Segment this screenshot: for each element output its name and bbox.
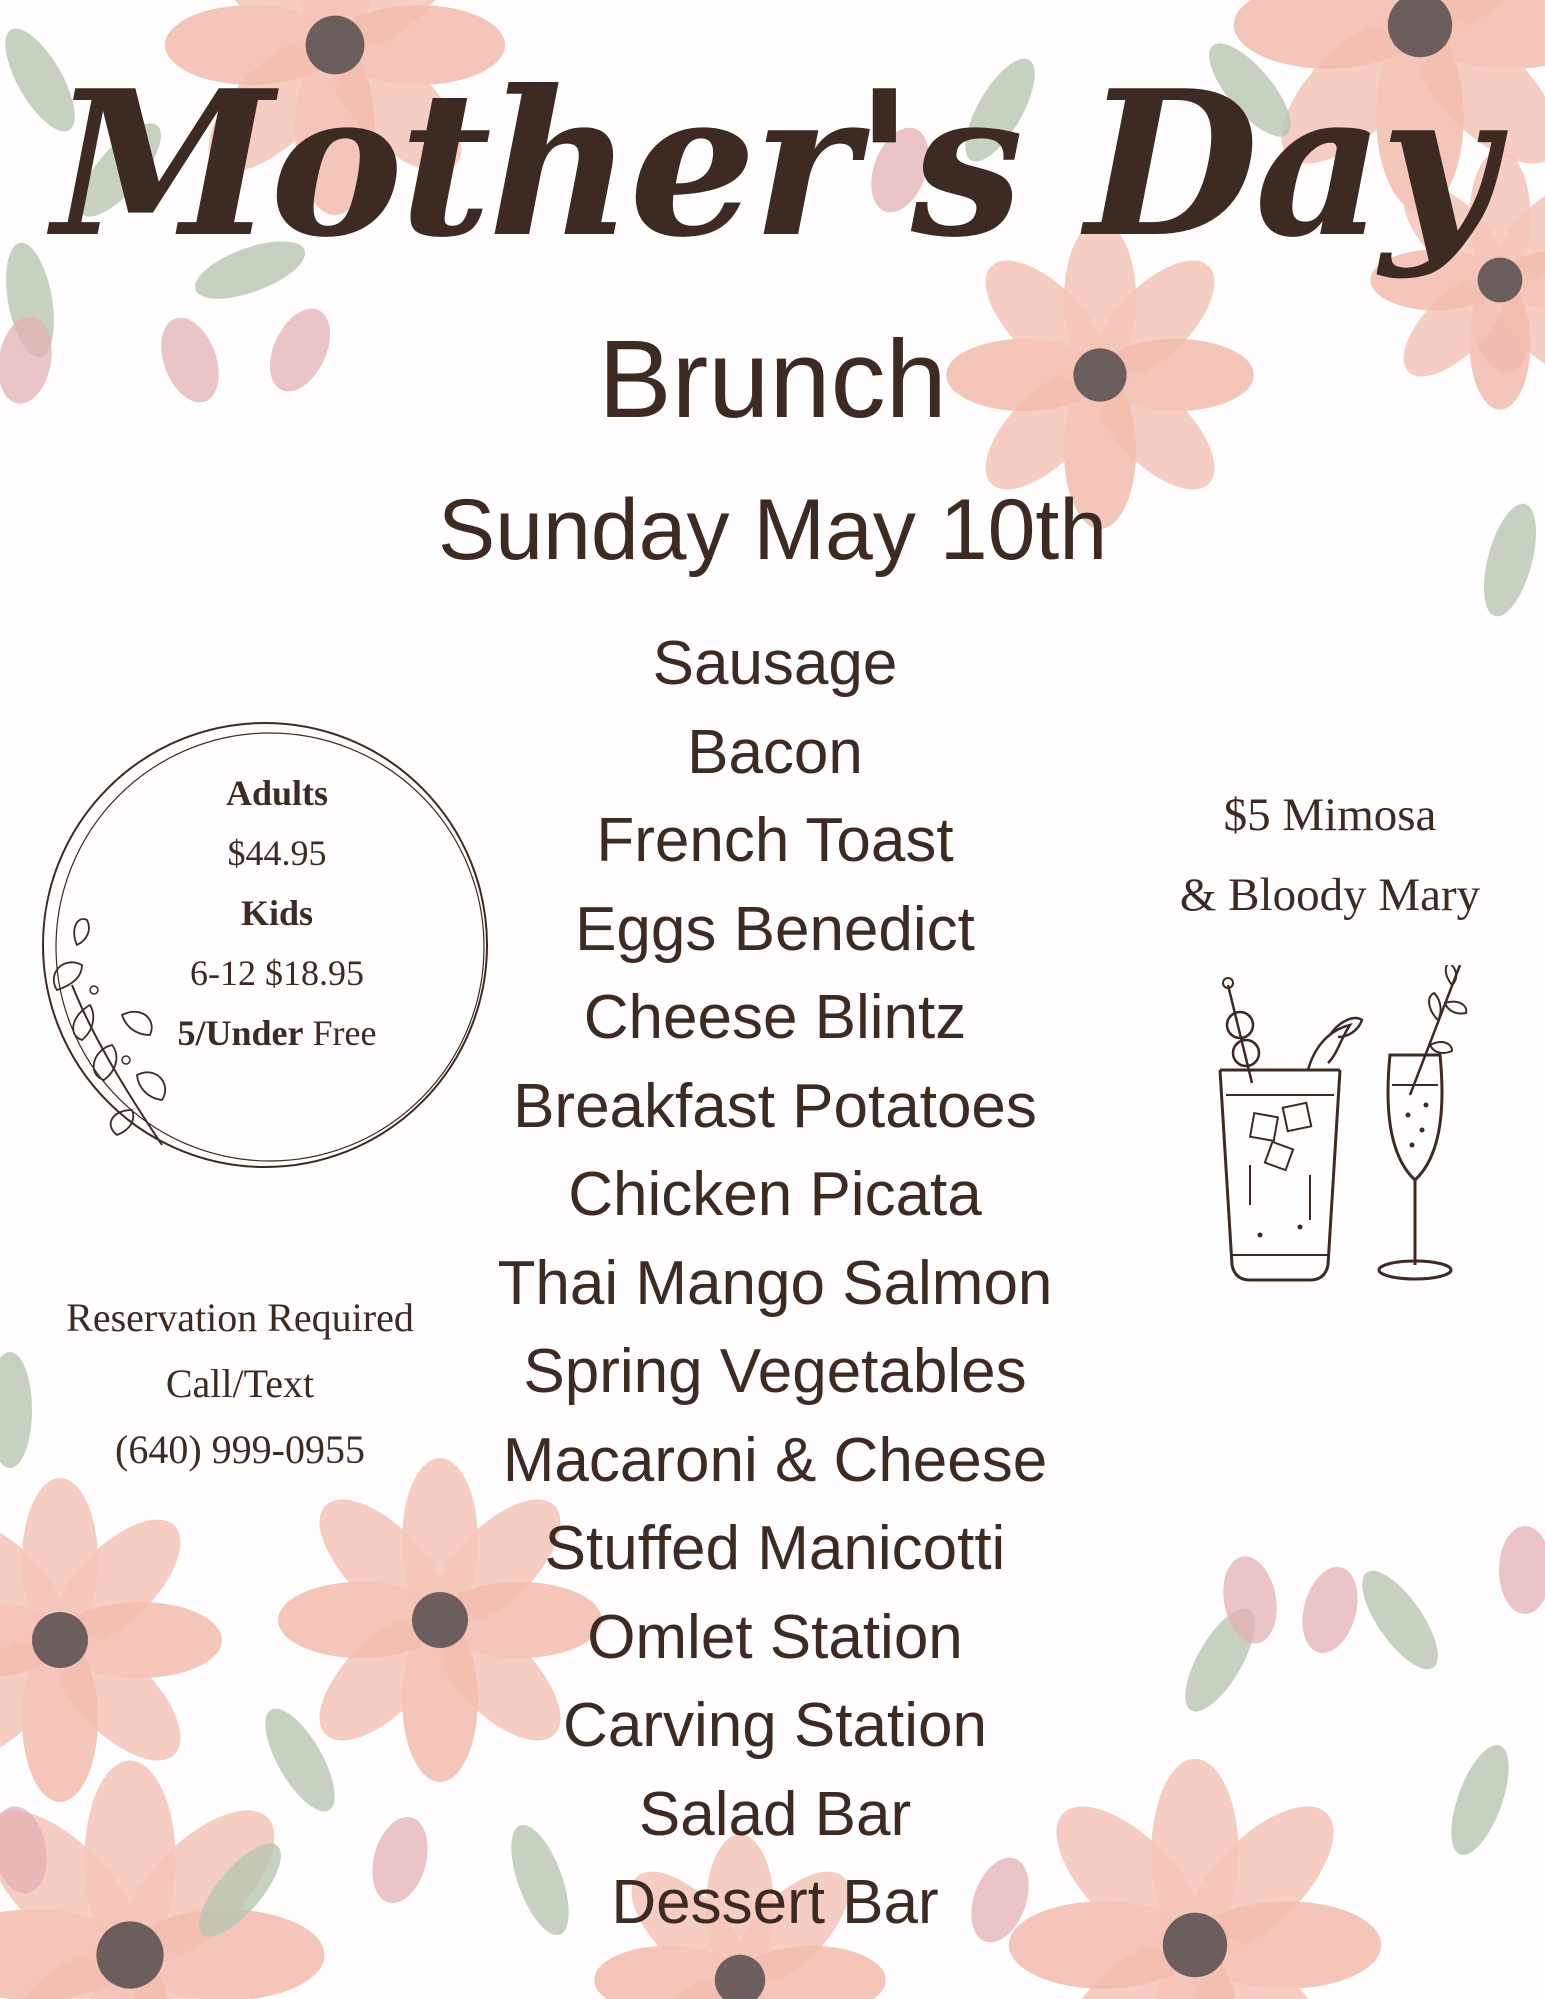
pricing-circle — [32, 715, 502, 1185]
adults-price: $44.95 — [227, 833, 327, 873]
menu-item: Bacon — [687, 717, 863, 787]
menu-list — [455, 620, 1095, 1948]
page-subtitle: Brunch — [598, 318, 947, 441]
menu-item: Spring Vegetables — [523, 1337, 1027, 1406]
call-text-label: Call/Text — [165, 1361, 315, 1406]
menu-item: Cheese Blintz — [583, 983, 967, 1052]
kids-label: Kids — [240, 893, 314, 933]
adults-label: Adults — [225, 773, 329, 813]
menu-item: Breakfast Potatoes — [513, 1071, 1037, 1141]
menu-item: Sausage — [652, 629, 898, 698]
event-date: Sunday May 10th — [437, 482, 1108, 578]
menu-item: Salad Bar — [638, 1779, 912, 1849]
phone-number: (640) 999-0955 — [115, 1427, 365, 1472]
under-five-row — [127, 1003, 427, 1063]
menu-item: French Toast — [596, 806, 954, 875]
menu-item: Thai Mango Salmon — [497, 1248, 1053, 1318]
pricing-details — [127, 763, 427, 1063]
menu-item: Eggs Benedict — [575, 894, 975, 964]
menu-item: Omlet Station — [587, 1602, 963, 1672]
menu-item: Stuffed Manicotti — [544, 1514, 1006, 1583]
kids-price: 6-12 $18.95 — [190, 953, 364, 993]
menu-item: Chicken Picata — [568, 1160, 982, 1229]
menu-item: Macaroni & Cheese — [502, 1425, 1048, 1495]
drink-special-line-2: & Bloody Mary — [1179, 869, 1481, 921]
cocktail-glasses-icon — [1190, 965, 1490, 1295]
reservation-info — [20, 1285, 460, 1483]
under-five-price: Free — [312, 1013, 377, 1053]
under-five-label: 5/Under — [177, 1013, 304, 1053]
reservation-required-text: Reservation Required — [66, 1295, 414, 1340]
menu-item: Carving Station — [563, 1691, 987, 1760]
menu-item: Dessert Bar — [611, 1868, 939, 1937]
drink-special-line-1: $5 Mimosa — [1223, 789, 1437, 841]
drink-special — [1140, 775, 1520, 935]
page-title: Mother's Day — [52, 47, 1493, 282]
